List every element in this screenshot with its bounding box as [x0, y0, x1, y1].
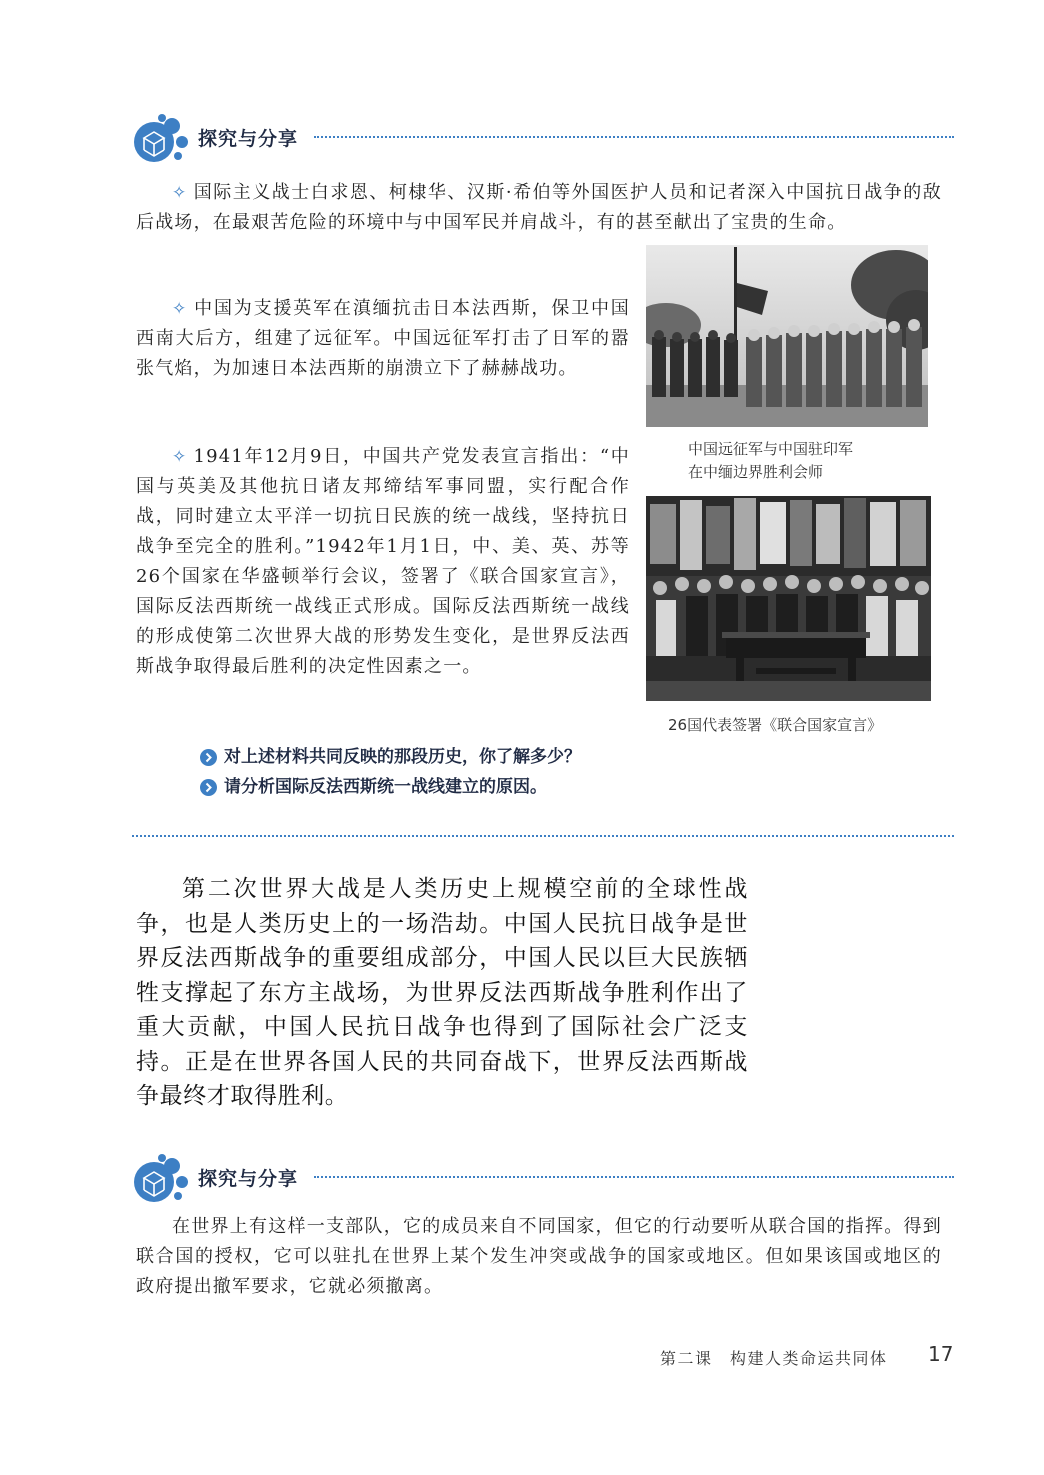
inquiry-paragraph-1 [136, 178, 942, 238]
inquiry-paragraph-3 [136, 442, 630, 682]
section-title: 探究与分享 [198, 128, 299, 150]
question-item-2 [200, 772, 760, 802]
photo-caption-1 [688, 438, 928, 484]
dotted-rule [314, 136, 954, 138]
inquiry-paragraph-3-text: 1941年12月9日，中国共产党发表宣言指出：“中国与英美及其他抗日诸友邦缔结军事同盟，实行配合作战，同时建立太平洋一切抗日民族的统一战线，坚持抗日战争至完全的胜利。”1942年1月1日，中、美、英、苏等26个国家在华盛顿举行会议，签署了《联合国家宣言》，国际反法西斯统一战线正式形成。国际反法西斯统一战线的形成使第二次世界大战的形势发生变化，是世界反法西斯战争取得最后胜利的决定性因素之一。 [136, 446, 630, 677]
photo-caption-2: 26国代表签署《联合国家宣言》 [668, 716, 883, 734]
diamond-bullet-icon: ✧ [172, 299, 188, 319]
photo-caption-1-line-2: 在中缅边界胜利会师 [688, 463, 824, 481]
question-text-2: 请分析国际反法西斯统一战线建立的原因。 [224, 777, 547, 797]
question-item-1 [200, 742, 760, 772]
dotted-rule [314, 1176, 954, 1178]
diamond-bullet-icon: ✧ [172, 183, 188, 203]
page-number: 17 [928, 1342, 954, 1366]
photo-expedition-army-graphic [646, 245, 928, 427]
inquiry-questions [200, 742, 760, 802]
diamond-bullet-icon: ✧ [172, 447, 188, 467]
inquiry-paragraph-2 [136, 294, 630, 384]
dotted-divider [132, 835, 954, 837]
section-title: 探究与分享 [198, 1168, 299, 1190]
photo-declaration-graphic [646, 496, 931, 701]
footer-lesson-title: 第二课 构建人类命运共同体 [660, 1349, 888, 1368]
photo-declaration-signing [646, 496, 931, 701]
main-body-paragraph: 第二次世界大战是人类历史上规模空前的全球性战争，也是人类历史上的一场浩劫。中国人民抗日战争是世界反法西斯战争的重要组成部分，中国人民以巨大民族牺牲支撑起了东方主战场，为世界反法西斯战争胜利作出了重大贡献，中国人民抗日战争也得到了国际社会广泛支持。正是在世界各国人民的共同奋战下，世界反法西斯战争最终才取得胜利。 [136, 876, 748, 1109]
photo-expedition-army-meeting [646, 245, 928, 427]
inquiry-paragraph-2-text: 中国为支援英军在滇缅抗击日本法西斯，保卫中国西南大后方，组建了远征军。中国远征军打击了日军的嚣张气焰，为加速日本法西斯的崩溃立下了赫赫战功。 [136, 298, 630, 379]
cube-bubbles-icon [132, 1152, 188, 1204]
section-header-inquiry-2 [132, 1152, 954, 1204]
inquiry-2-paragraph: 在世界上有这样一支部队，它的成员来自不同国家，但它的行动要听从联合国的指挥。得到联合国的授权，它可以驻扎在世界上某个发生冲突或战争的国家或地区。但如果该国或地区的政府提出撤军要求，它就必须撤离。 [136, 1216, 942, 1297]
chevron-circle-icon [200, 779, 217, 796]
inquiry-paragraph-1-text: 国际主义战士白求恩、柯棣华、汉斯·希伯等外国医护人员和记者深入中国抗日战争的敌后战场，在最艰苦危险的环境中与中国军民并肩战斗，有的甚至献出了宝贵的生命。 [136, 182, 942, 233]
chevron-circle-icon [200, 749, 217, 766]
photo-caption-1-line-1: 中国远征军与中国驻印军 [688, 440, 854, 458]
cube-bubbles-icon [132, 112, 188, 164]
question-text-1: 对上述材料共同反映的那段历史，你了解多少？ [224, 747, 581, 767]
section-header-inquiry-1 [132, 112, 954, 164]
